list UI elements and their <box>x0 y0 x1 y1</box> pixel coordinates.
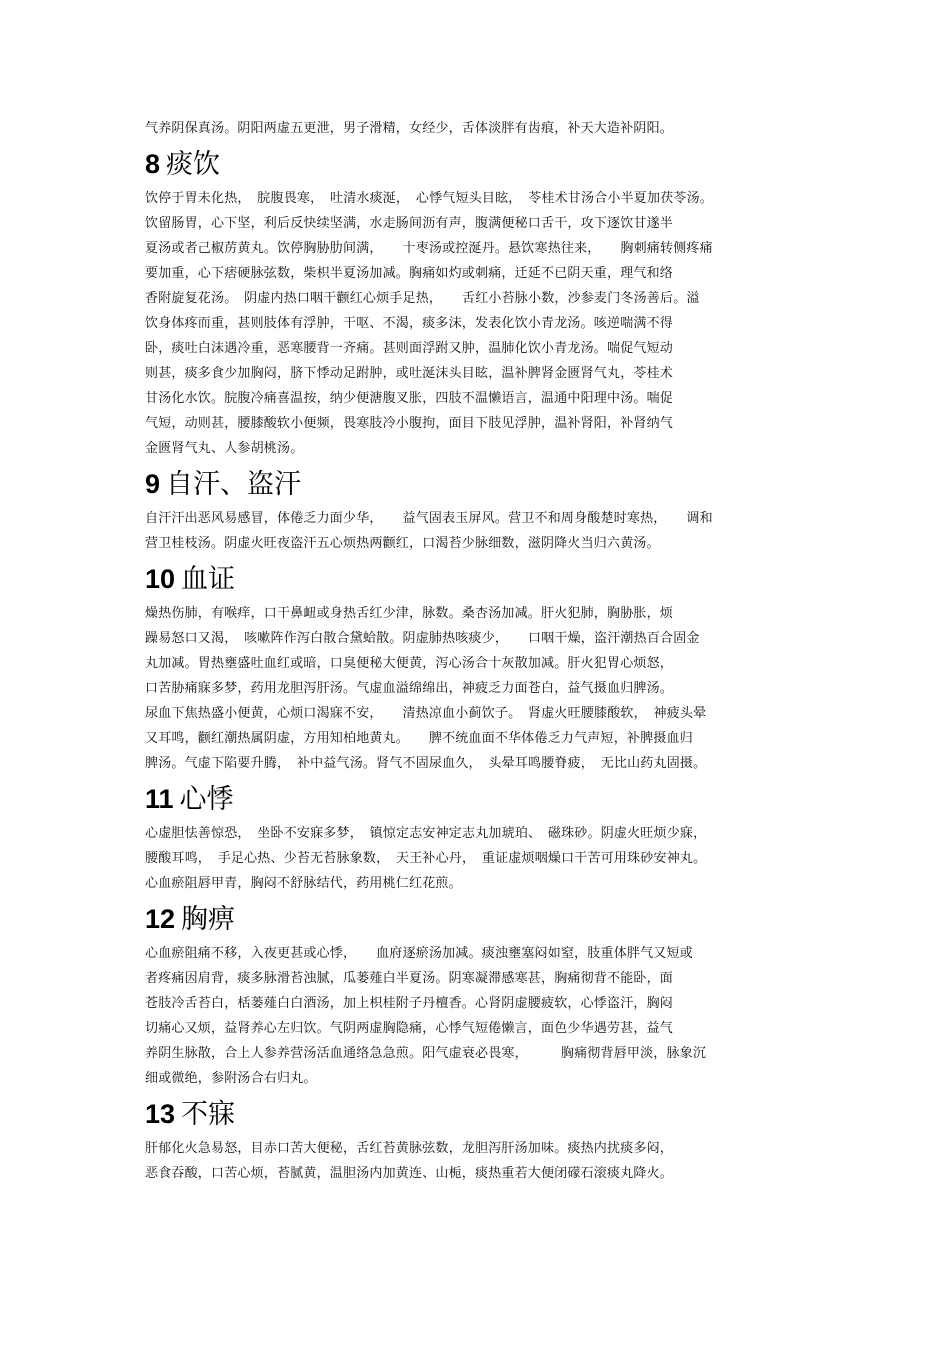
section <box>145 1096 815 1186</box>
section-heading <box>145 1096 815 1132</box>
section-title: 痰饮 <box>166 149 221 180</box>
text-line: 苍肢冷舌苔白，栝蒌薤白白酒汤，加上枳桂附子丹檀香。心肾阴虚腰疲软，心悸盗汗，胸闷 <box>145 996 674 1011</box>
section-title: 血证 <box>181 564 236 595</box>
section-title: 心悸 <box>179 784 234 815</box>
text-line: 口苦胁痛寐多梦，药用龙胆泻肝汤。气虚血溢绵绵出，神疲乏力面苍白，益气摄血归脾汤。 <box>145 681 674 696</box>
text-line: 躁易怒口又渴， 咳嗽阵作泻白散合黛蛤散。阴虚肺热咳痰少， 口咽干燥，盗汗潮热百合固金 <box>145 631 700 646</box>
section-number: 9 <box>145 469 161 499</box>
text-line: 气短，动则甚，腰膝酸软小便频，畏寒肢冷小腹拘，面目下肢见浮肿，温补肾阳，补肾纳气 <box>145 416 674 431</box>
section-title: 不寐 <box>181 1099 236 1130</box>
section <box>145 781 815 896</box>
text-line: 恶食吞酸，口苦心烦，苔腻黄，温胆汤内加黄连、山栀，痰热重若大便闭礞石滚痰丸降火。 <box>145 1166 674 1181</box>
section-heading <box>145 466 815 502</box>
text-line: 心血瘀阻痛不移，入夜更甚或心悸， 血府逐瘀汤加减。痰浊壅塞闷如窒，肢重体胖气又短或 <box>145 946 693 961</box>
section-number: 8 <box>145 149 161 179</box>
text-line: 肝郁化火急易怒，目赤口苦大便秘，舌红苔黄脉弦数，龙胆泻肝汤加味。痰热内扰痰多闷， <box>145 1141 674 1156</box>
text-line: 香附旋复花汤。 阴虚内热口咽干颧红心烦手足热， 舌红小苔脉小数，沙参麦门冬汤善后。溢 <box>145 291 700 306</box>
text-line: 者疼痛因肩背，痰多脉滑苔浊腻，瓜蒌薤白半夏汤。阴寒凝滞感寒甚，胸痛彻背不能卧，面 <box>145 971 674 986</box>
text-line: 卧，痰吐白沫遇冷重，恶寒腰背一齐痛。甚则面浮跗又肿，温肺化饮小青龙汤。喘促气短动 <box>145 341 674 356</box>
section-number: 11 <box>145 784 174 814</box>
section <box>145 146 815 461</box>
text-line: 要加重，心下痞硬脉弦数，柴枳半夏汤加减。胸痛如灼或刺痛，迁延不已阴天重，理气和络 <box>145 266 674 281</box>
text-line: 切痛心又烦，益肾养心左归饮。气阴两虚胸隐痛，心悸气短倦懒言，面色少华遇劳甚，益气 <box>145 1021 674 1036</box>
intro-line: 气养阴保真汤。阴阳两虚五更泄，男子滑精，女经少，舌体淡胖有齿痕，补天大造补阴阳。 <box>145 121 674 136</box>
section <box>145 901 815 1091</box>
text-line: 丸加减。胃热壅盛吐血红或暗，口臭便秘大便黄，泻心汤合十灰散加减。肝火犯胃心烦怒， <box>145 656 674 671</box>
text-line: 饮身体疼而重，甚则肢体有浮肿，干呕、不渴，痰多沫，发表化饮小青龙汤。咳逆喘满不得 <box>145 316 674 331</box>
document-page <box>145 116 815 1186</box>
text-line: 心虚胆怯善惊恐， 坐卧不安寐多梦， 镇惊定志安神定志丸加琥珀、 磁珠砂。阴虚火旺烦少寐， <box>145 826 707 841</box>
text-line: 饮停于胃未化热， 脘腹畏寒， 吐清水痰涎， 心悸气短头目眩， 苓桂术甘汤合小半夏加茯苓汤。 <box>145 191 714 206</box>
text-line: 细或微绝，参附汤合右归丸。 <box>145 1071 317 1086</box>
section-number: 13 <box>145 1099 176 1129</box>
text-line: 自汗汗出恶风易感冒，体倦乏力面少华， 益气固表玉屏风。营卫不和周身酸楚时寒热， 调和 <box>145 511 713 526</box>
text-line: 营卫桂枝汤。阴虚火旺夜盗汗五心烦热两颧红，口渴苔少脉细数，滋阴降火当归六黄汤。 <box>145 536 660 551</box>
section-number: 12 <box>145 904 176 934</box>
sections-container <box>145 146 815 1186</box>
text-line: 脾汤。气虚下陷要升腾， 补中益气汤。肾气不固尿血久， 头晕耳鸣腰脊疲， 无比山药丸固摄。 <box>145 756 707 771</box>
section-heading <box>145 561 815 597</box>
text-line: 心血瘀阻唇甲青，胸闷不舒脉结代，药用桃仁红花煎。 <box>145 876 462 891</box>
section <box>145 561 815 776</box>
section <box>145 466 815 556</box>
text-line: 养阴生脉散，合上人参养营汤活血通络急急煎。阳气虚衰必畏寒， 胸痛彻背唇甲淡，脉象沉 <box>145 1046 707 1061</box>
section-number: 10 <box>145 564 176 594</box>
text-line: 金匮肾气丸、人参胡桃汤。 <box>145 441 304 456</box>
text-line: 燥热伤肺，有喉痒，口干鼻衄或身热舌红少津，脉数。桑杏汤加减。肝火犯肺，胸胁胀，烦 <box>145 606 674 621</box>
text-line: 夏汤或者己椒苈黄丸。饮停胸胁肋间满， 十枣汤或控涎丹。悬饮寒热往来， 胸刺痛转侧疼痛 <box>145 241 713 256</box>
section-heading <box>145 781 815 817</box>
text-line: 尿血下焦热盛小便黄，心烦口渴寐不安， 清热凉血小蓟饮子。 肾虚火旺腰膝酸软， 神疲头晕 <box>145 706 707 721</box>
section-heading <box>145 901 815 937</box>
section-title: 胸痹 <box>181 904 236 935</box>
text-line: 腰酸耳鸣， 手足心热、少苔无苔脉象数， 天王补心丹， 重证虚烦咽燥口干苦可用珠砂安神丸。 <box>145 851 707 866</box>
text-line: 则甚，痰多食少加胸闷，脐下悸动足跗肿，或吐涎沫头目眩，温补脾肾金匮肾气丸，苓桂术 <box>145 366 674 381</box>
section-title: 自汗、盗汗 <box>166 469 302 500</box>
text-line: 甘汤化水饮。脘腹冷痛喜温按，纳少便溏腹叉胀，四肢不温懒语言，温通中阳理中汤。喘促 <box>145 391 674 406</box>
text-line: 饮留肠胃，心下坚，利后反快续坚满，水走肠间沥有声，腹满便秘口舌干，攻下逐饮甘遂半 <box>145 216 674 231</box>
text-line: 又耳鸣，颧红潮热属阴虚，方用知柏地黄丸。 脾不统血面不华体倦乏力气声短，补脾摄血归 <box>145 731 693 746</box>
section-heading <box>145 146 815 182</box>
